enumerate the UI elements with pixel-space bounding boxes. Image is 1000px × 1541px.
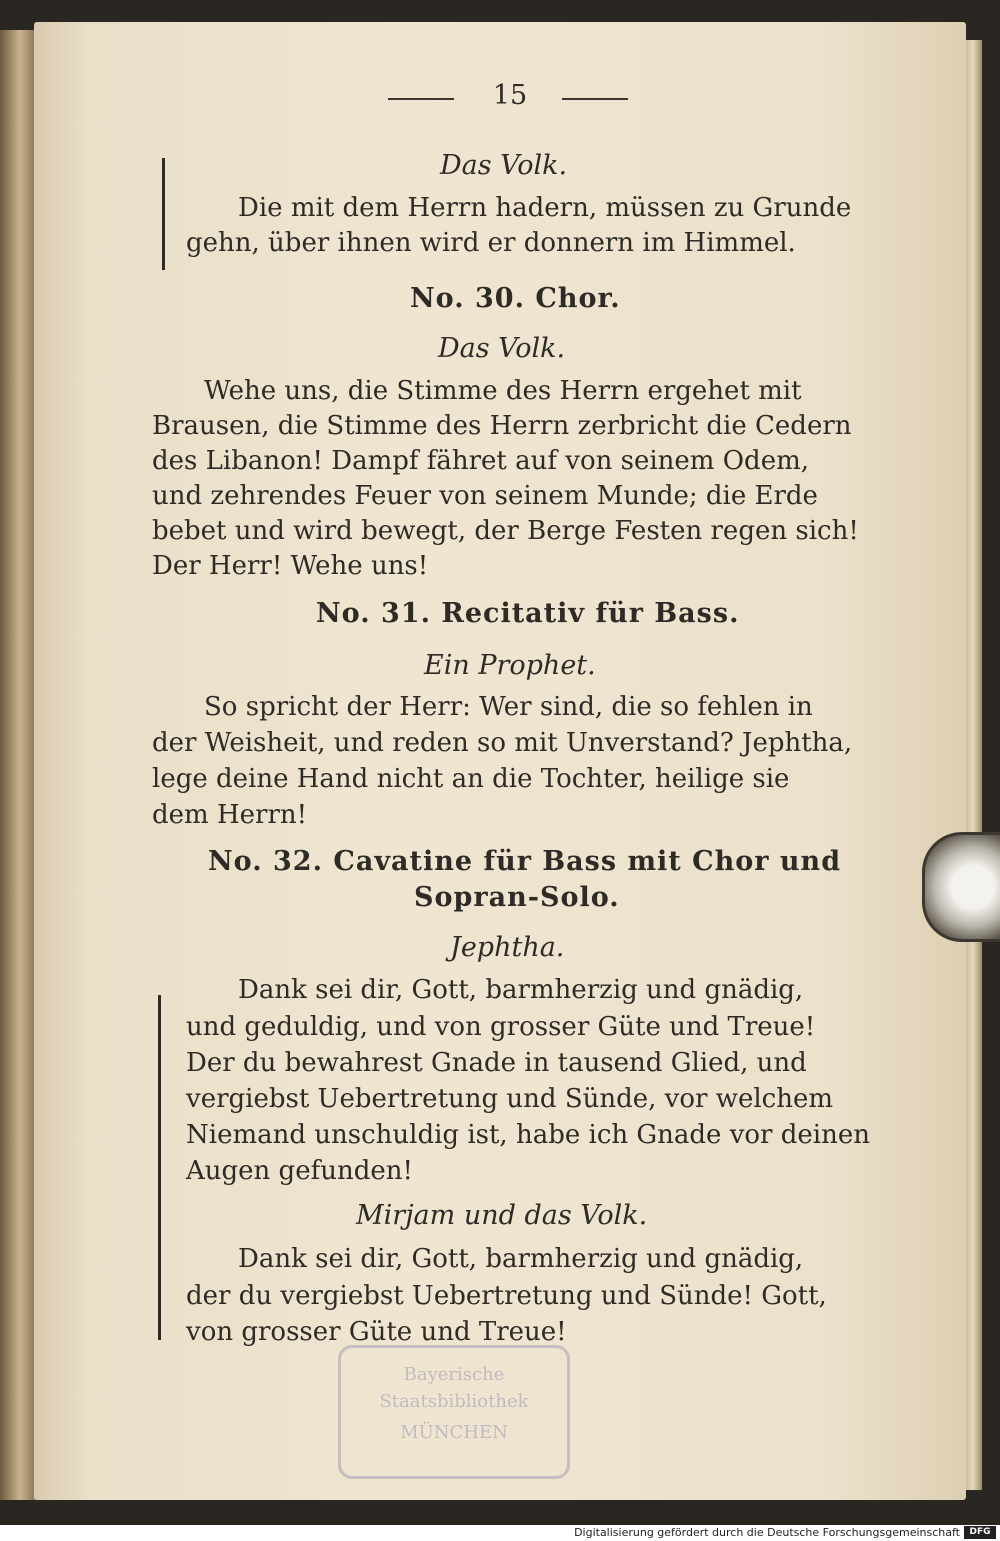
page-clip-icon bbox=[922, 832, 1000, 942]
speaker-das-volk: Das Volk. bbox=[440, 150, 568, 181]
stamp-text: MÜNCHEN bbox=[400, 1422, 508, 1443]
heading-no-30: No. 30. Chor. bbox=[410, 283, 621, 314]
text-line: und zehrendes Feuer von seinem Munde; die Erde bbox=[152, 481, 818, 511]
text-line: der Weisheit, und reden so mit Unverstand? Jephtha, bbox=[152, 728, 853, 758]
heading-no-32: No. 32. Cavatine für Bass mit Chor und bbox=[208, 846, 842, 877]
speaker-ein-prophet: Ein Prophet. bbox=[424, 650, 596, 681]
book-spine-edge bbox=[0, 30, 36, 1500]
text-line: von grosser Güte und Treue! bbox=[186, 1317, 567, 1347]
text-line: des Libanon! Dampf fähret auf von seinem Odem, bbox=[152, 446, 809, 476]
text-line: Der du bewahrest Gnade in tausend Glied, und bbox=[186, 1048, 807, 1078]
heading-no-32-continued: Sopran-Solo. bbox=[414, 882, 620, 913]
text-line: Wehe uns, die Stimme des Herrn ergehet mit bbox=[204, 376, 802, 406]
text-line: Augen gefunden! bbox=[186, 1156, 413, 1186]
text-line: Dank sei dir, Gott, barmherzig und gnädig, bbox=[238, 1244, 804, 1274]
footer-bar bbox=[0, 1525, 1000, 1541]
page-number: 15 bbox=[492, 80, 528, 111]
text-line: der du vergiebst Uebertretung und Sünde! Gott, bbox=[186, 1281, 827, 1311]
text-line: lege deine Hand nicht an die Tochter, heilige sie bbox=[152, 764, 790, 794]
text-line: vergiebst Uebertretung und Sünde, vor welchem bbox=[186, 1084, 834, 1114]
text-line: dem Herrn! bbox=[152, 800, 308, 830]
speaker-das-volk: Das Volk. bbox=[438, 333, 566, 364]
page-number-rule-left bbox=[388, 98, 454, 100]
stamp-text: Bayerische bbox=[403, 1364, 505, 1385]
text-line: Dank sei dir, Gott, barmherzig und gnädig, bbox=[238, 975, 804, 1005]
text-line: und geduldig, und von grosser Güte und Treue! bbox=[186, 1012, 816, 1042]
marginal-bracket bbox=[158, 995, 161, 1340]
stamp-text: Staatsbibliothek bbox=[379, 1391, 529, 1412]
dfg-logo-icon: DFG bbox=[964, 1526, 996, 1539]
text-line: Brausen, die Stimme des Herrn zerbricht die Cedern bbox=[152, 411, 852, 441]
text-line: bebet und wird bewegt, der Berge Festen regen sich! bbox=[152, 516, 859, 546]
text-line: Die mit dem Herrn hadern, müssen zu Grunde bbox=[238, 193, 852, 223]
footer-credit: Digitalisierung gefördert durch die Deutsche Forschungsgemeinschaft bbox=[574, 1526, 960, 1539]
text-line: gehn, über ihnen wird er donnern im Himmel. bbox=[186, 228, 796, 258]
page-number-rule-right bbox=[562, 98, 628, 100]
speaker-jephtha: Jephtha. bbox=[450, 932, 565, 963]
text-line: Niemand unschuldig ist, habe ich Gnade vor deinen bbox=[186, 1120, 870, 1150]
library-stamp bbox=[338, 1345, 570, 1479]
speaker-mirjam-und-das-volk: Mirjam und das Volk. bbox=[356, 1200, 648, 1231]
text-line: So spricht der Herr: Wer sind, die so fehlen in bbox=[204, 692, 813, 722]
marginal-bracket bbox=[162, 158, 165, 270]
text-line: Der Herr! Wehe uns! bbox=[152, 551, 429, 581]
heading-no-31: No. 31. Recitativ für Bass. bbox=[316, 598, 740, 629]
